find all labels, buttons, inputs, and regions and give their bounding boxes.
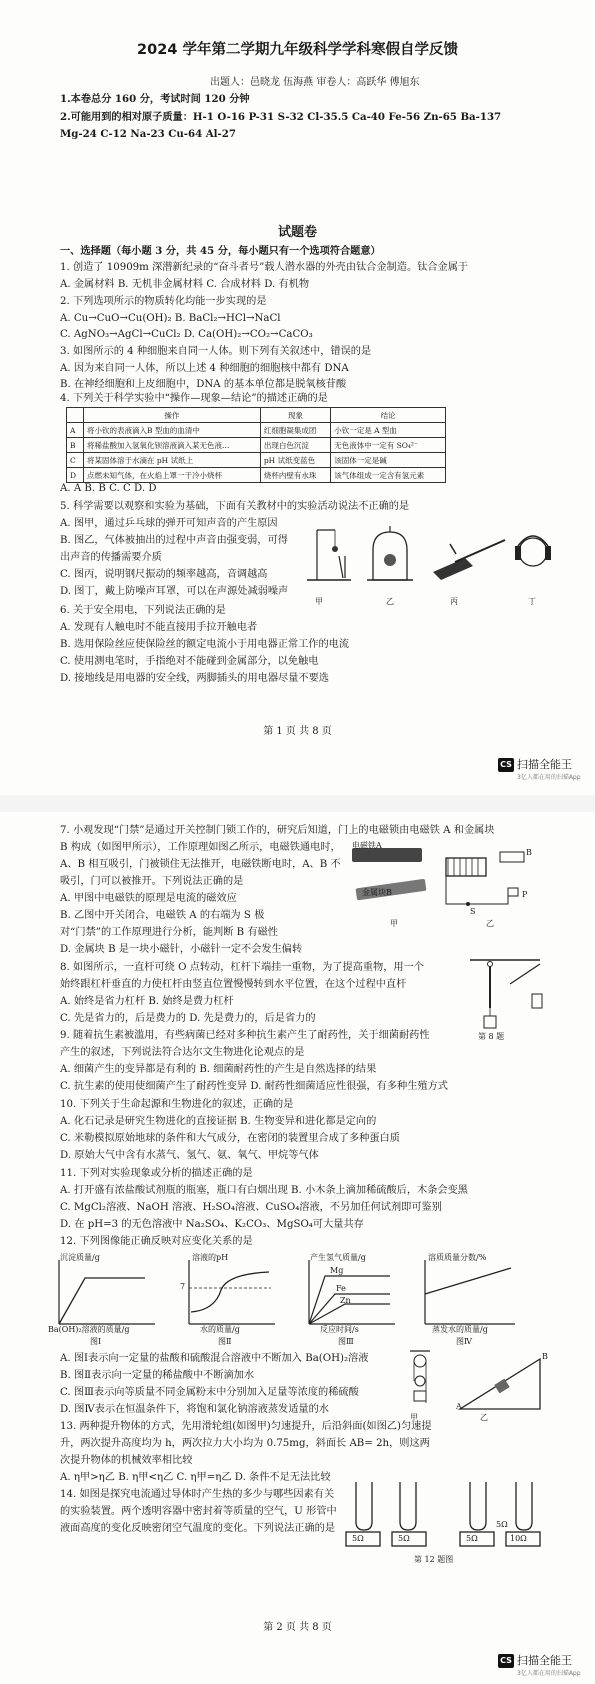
q13-stem: 13. 两种提升物体的方式，先用滑轮组(如图甲)匀速提升，后沿斜面(如图乙)匀速提 bbox=[60, 1421, 432, 1432]
page-2-footer: 第 2 页 共 8 页 bbox=[263, 1622, 332, 1633]
fig7-label-block-b: B bbox=[526, 848, 532, 857]
part-1-heading: 一、选择题（每小题 3 分，共 45 分，每小题只有一个选项符合题意） bbox=[60, 245, 381, 257]
table-cell: D bbox=[67, 468, 84, 483]
fig5-label-yi: 乙 bbox=[386, 597, 394, 606]
q6-option-d: D. 接地线是用电器的安全线，两脚插头的用电器尽量不要选 bbox=[60, 673, 329, 684]
authors-line: 出题人：邑晓龙 伍海燕 审卷人：高跃华 傅旭东 bbox=[210, 77, 420, 88]
table-row bbox=[67, 438, 446, 453]
q10-options-ab: A. 化石记录是研究生物进化的直接证据 B. 生物变异和进化都是定向的 bbox=[60, 1116, 377, 1127]
scanner-brand: 扫描全能王 bbox=[517, 1654, 572, 1667]
q3-option-b: B. 在神经细胞和上皮细胞中，DNA 的基本单位都是脱氧核苷酸 bbox=[60, 379, 347, 390]
q6-option-a: A. 发现有人触电时不能直接用手拉开触电者 bbox=[60, 622, 258, 633]
q5-option-b: B. 图乙，气体被抽出的过程中声音由强变弱，可得 bbox=[60, 535, 288, 546]
note-1: 1.本卷总分 160 分，考试时间 120 分钟 bbox=[60, 93, 250, 105]
q5-option-b-cont: 出声音的传播需要介质 bbox=[60, 552, 162, 563]
cs-logo-icon: CS bbox=[498, 758, 514, 772]
fig13-label-yi: 乙 bbox=[480, 1413, 488, 1422]
q8-options-ab: A. 始终是省力杠杆 B. 始终是费力杠杆 bbox=[60, 996, 234, 1007]
q7-option-a: A. 甲图中电磁铁的原理是电流的磁效应 bbox=[60, 893, 237, 904]
q6-stem: 6. 关于安全用电，下列说法正确的是 bbox=[60, 605, 226, 616]
fig13-label-jia: 甲 bbox=[410, 1413, 418, 1422]
scanner-watermark-1 bbox=[498, 756, 581, 781]
page-title: 2024 学年第二学期九年级科学学科寒假自学反馈 bbox=[137, 42, 458, 58]
q4-stem: 4. 下列关于科学实验中“操作—现象—结论”的描述正确的是 bbox=[60, 393, 328, 404]
q6-option-c: C. 使用测电笔时，手指绝对不能碰到金属部分，以免触电 bbox=[60, 656, 319, 667]
q7-line-2: B 构成（如图甲所示），工作原理如图乙所示，电磁铁通电时， bbox=[60, 842, 341, 853]
table-row bbox=[67, 423, 446, 438]
q11-option-c: C. MgCl₂溶液、NaOH 溶液、H₂SO₄溶液、CuSO₄溶液，不另加任何试剂即可鉴别 bbox=[60, 1202, 442, 1213]
q8-lever-figure bbox=[470, 954, 550, 1034]
q5-option-a: A. 图甲，通过乒乓球的弹开可知声音的产生原因 bbox=[60, 518, 278, 529]
fig7-label-yi: 乙 bbox=[486, 919, 494, 928]
section-title: 试题卷 bbox=[277, 225, 317, 240]
graph-4-ylabel: 溶质质量分数/% bbox=[428, 1253, 487, 1262]
table-header-phenomenon: 现象 bbox=[260, 408, 330, 423]
graph-1 bbox=[59, 1260, 155, 1324]
q8-line-2: 始终跟杠杆垂直的力使杠杆由竖直位置慢慢转到水平位置，在这个过程中直杆 bbox=[60, 979, 407, 990]
graph-1-xlabel: Ba(OH)₂溶液的质量/g bbox=[48, 1325, 130, 1334]
fig7-label-a: 电磁铁A bbox=[352, 841, 382, 850]
q2-options-ab: A. Cu→CuO→Cu(OH)₂ B. BaCl₂→HCl→NaCl bbox=[60, 313, 281, 324]
q12-option-a: A. 图Ⅰ表示向一定量的盐酸和硫酸混合溶液中不断加入 Ba(OH)₂溶液 bbox=[60, 1353, 369, 1364]
q3-stem: 3. 如图所示的 4 种细胞来自同一人体。则下列有关叙述中，错误的是 bbox=[60, 346, 372, 357]
q12-stem: 12. 下列图像能正确反映对应变化关系的是 bbox=[60, 1236, 253, 1247]
q14-line-3: 液面高度的变化反映密闭空气温度的变化。下列说法正确的是 bbox=[60, 1523, 336, 1534]
fig14-r1: 5Ω bbox=[352, 1534, 364, 1543]
table-header-row bbox=[67, 408, 446, 423]
fig13-label-a: A bbox=[456, 1402, 462, 1411]
table-cell: 烧杯内壁有水珠 bbox=[260, 468, 330, 483]
q5-option-c: C. 图丙，说明钢尺振动的频率越高，音调越高 bbox=[60, 569, 268, 580]
page-1-footer: 第 1 页 共 8 页 bbox=[263, 726, 332, 737]
q9-options-ab: A. 细菌产生的变异都是有利的 B. 细菌耐药性的产生是自然选择的结果 bbox=[60, 1064, 377, 1075]
scanner-tagline: 3亿人都在用的扫描App bbox=[517, 774, 581, 781]
fig13-label-b: B bbox=[542, 1352, 548, 1361]
graph-4 bbox=[425, 1260, 515, 1324]
table-header-operation: 操作 bbox=[84, 408, 261, 423]
page-2 bbox=[0, 812, 595, 1684]
q12-option-b: B. 图Ⅱ表示向一定量的稀盐酸中不断滴加水 bbox=[60, 1370, 255, 1381]
q13-figure bbox=[400, 1347, 550, 1417]
graph-3 bbox=[309, 1260, 395, 1324]
scanner-tagline: 3亿人都在用的扫描App bbox=[517, 1670, 581, 1677]
note-2: 2.可能用到的相对原子质量：H-1 O-16 P-31 S-32 Cl-35.5 Ca-40 Fe-56 Zn-65 Ba-137 bbox=[60, 111, 502, 123]
table-cell: 无色液体中一定有 SO₄²⁻ bbox=[331, 438, 446, 453]
q11-option-d: D. 在 pH=3 的无色溶液中 Na₂SO₄、K₂CO₃、MgSO₄可大量共存 bbox=[60, 1219, 364, 1230]
graph-2 bbox=[189, 1260, 275, 1324]
q12-option-c: C. 图Ⅲ表示向等质量不同金属粉末中分别加入足量等浓度的稀硫酸 bbox=[60, 1387, 359, 1398]
graph-3-name: 图Ⅲ bbox=[338, 1337, 354, 1346]
fig5-label-jia: 甲 bbox=[315, 597, 323, 606]
q7-option-c: 对“门禁”的工作原理进行分析，能判断 B 有磁性 bbox=[60, 927, 278, 938]
fig14-r4: 5Ω bbox=[496, 1520, 508, 1529]
table-cell: C bbox=[67, 453, 84, 468]
table-cell: 该气体组成一定含有氢元素 bbox=[331, 468, 446, 483]
table-header-conclusion: 结论 bbox=[331, 408, 446, 423]
note-3: Mg-24 C-12 Na-23 Cu-64 Al-27 bbox=[60, 128, 236, 140]
graph-4-name: 图Ⅳ bbox=[456, 1337, 472, 1346]
q14-figure bbox=[340, 1472, 560, 1552]
q9-line-2: 产生的叙述，下列说法符合达尔文生物进化论观点的是 bbox=[60, 1047, 305, 1058]
q10-option-c: C. 米勒模拟原始地球的条件和大气成分，在密闭的装置里合成了多种蛋白质 bbox=[60, 1133, 400, 1144]
fig7-label-b: 金属块B bbox=[362, 888, 392, 897]
graph-1-name: 图Ⅰ bbox=[90, 1337, 102, 1346]
scanner-watermark-2 bbox=[498, 1652, 581, 1677]
fig14-r5: 10Ω bbox=[510, 1534, 527, 1543]
q10-stem: 10. 下列关于生命起源和生物进化的叙述，正确的是 bbox=[60, 1099, 294, 1110]
q1-options: A. 金属材料 B. 无机非金属材料 C. 合成材料 D. 有机物 bbox=[60, 279, 310, 290]
graph-3-ylabel: 产生氢气质量/g bbox=[310, 1253, 366, 1262]
graph-4-xlabel: 蒸发水的质量/g bbox=[432, 1325, 488, 1334]
page-1 bbox=[0, 0, 595, 795]
q14-stem: 14. 如图是探究电流通过导体时产生热的多少与哪些因素有关 bbox=[60, 1489, 335, 1500]
graph-2-xlabel: 水的质量/g bbox=[200, 1325, 240, 1334]
graph-3-xlabel: 反应时间/s bbox=[320, 1325, 359, 1334]
q4-options: A. A B. B C. C D. D bbox=[60, 483, 157, 494]
q12-option-d: D. 图Ⅳ表示在恒温条件下，将饱和氯化钠溶液蒸发适量的水 bbox=[60, 1404, 329, 1415]
q5-figures bbox=[305, 522, 555, 590]
fig5-label-bing: 丙 bbox=[450, 597, 458, 606]
q5-option-d: D. 图丁，戴上防噪声耳罩，可以在声源处减弱噪声 bbox=[60, 586, 289, 597]
table-cell: 将稀盐酸加入氢氧化钡溶液滴入某无色液… bbox=[84, 438, 261, 453]
fig7-label-s: S bbox=[470, 907, 476, 916]
graph-3-series-mg: Mg bbox=[330, 1266, 344, 1275]
fig14-r3: 5Ω bbox=[466, 1534, 478, 1543]
q5-stem: 5. 科学需要以观察和实验为基础，下面有关教材中的实验活动说法不正确的是 bbox=[60, 501, 410, 512]
table-cell: A bbox=[67, 423, 84, 438]
q6-option-b: B. 选用保险丝应使保险丝的额定电流小于用电器正常工作的电流 bbox=[60, 639, 350, 650]
table-cell: 将小钦的表液滴入B 型血的血清中 bbox=[84, 423, 261, 438]
table-cell: 点燃未知气体，在火焰上罩一干冷小烧杯 bbox=[84, 468, 261, 483]
q1-stem: 1. 创造了 10909m 深潜新纪录的“奋斗者号”载人潜水器的外壳由钛合金制造。钛合金属于 bbox=[60, 262, 469, 273]
q10-option-d: D. 原始大气中含有水蒸气、氢气、氨、氧气、甲烷等气体 bbox=[60, 1150, 319, 1161]
q2-options-cd: C. AgNO₃→AgCl→CuCl₂ D. Ca(OH)₂→CO₂→CaCO₃ bbox=[60, 329, 313, 340]
scanner-brand: 扫描全能王 bbox=[517, 758, 572, 771]
table-cell: 小钦一定是 A 型血 bbox=[331, 423, 446, 438]
fig7-label-p: P bbox=[522, 890, 528, 899]
graph-3-series-fe: Fe bbox=[336, 1284, 346, 1293]
q13-line-3: 次提升物体的机械效率相比较 bbox=[60, 1455, 193, 1466]
fig5-label-ding: 丁 bbox=[528, 597, 536, 606]
graph-2-name: 图Ⅱ bbox=[218, 1337, 232, 1346]
q7-stem: 7. 小观发现“门禁”是通过开关控制门锁工作的，研究后知道，门上的电磁锁由电磁铁 A 和金属块 bbox=[60, 825, 495, 836]
graph-3-series-zn: Zn bbox=[340, 1296, 351, 1305]
q7-line-3: A、B 相互吸引，门被锁住无法推开，电磁铁断电时，A、B 不 bbox=[60, 859, 341, 870]
q9-stem: 9. 随着抗生素被滥用，有些病菌已经对多种抗生素产生了耐药性，关于细菌耐药性 bbox=[60, 1030, 430, 1041]
table-row bbox=[67, 453, 446, 468]
table-cell: 出现白色沉淀 bbox=[260, 438, 330, 453]
table-cell: B bbox=[67, 438, 84, 453]
q7-option-d: D. 金属块 B 是一块小磁针，小磁针一定不会发生偏转 bbox=[60, 944, 303, 955]
table-cell: 红细胞凝集成团 bbox=[260, 423, 330, 438]
fig14-caption: 第 12 题图 bbox=[414, 1555, 454, 1564]
fig8-label: 第 8 题 bbox=[478, 1032, 505, 1041]
table-cell: 将某固体溶于水滴在 pH 试纸上 bbox=[84, 453, 261, 468]
q8-options-cd: C. 先是省力的，后是费力的 D. 先是费力的，后是省力的 bbox=[60, 1013, 316, 1024]
q9-options-cd: C. 抗生素的使用使细菌产生了耐药性变异 D. 耐药性细菌适应性很强，有多种生殖方式 bbox=[60, 1081, 448, 1092]
q7-line-4: 吸引，门可以被推开。下列说法正确的是 bbox=[60, 876, 244, 887]
q13-line-2: 升，两次提升高度均为 h，两次拉力大小均为 0.75mg，斜面长 AB= 2h，则这两 bbox=[60, 1438, 430, 1449]
table-row bbox=[67, 468, 446, 483]
cs-logo-icon: CS bbox=[498, 1654, 514, 1668]
fig14-r2: 5Ω bbox=[398, 1534, 410, 1543]
q11-stem: 11. 下列对实验现象或分析的描述正确的是 bbox=[60, 1168, 253, 1179]
table-cell: 该固体一定是碱 bbox=[331, 453, 446, 468]
q14-line-2: 的实验装置。两个透明容器中密封着等质量的空气，U 形管中 bbox=[60, 1506, 337, 1517]
q7-option-b: B. 乙图中开关闭合，电磁铁 A 的右端为 S 极 bbox=[60, 910, 265, 921]
q4-table bbox=[66, 407, 446, 483]
fig7-label-jia: 甲 bbox=[390, 919, 398, 928]
q8-stem: 8. 如图所示，一直杆可绕 O 点转动，杠杆下端挂一重物，为了提高重物，用一个 bbox=[60, 962, 424, 973]
q3-option-a: A. 因为来自同一人体，所以上述 4 种细胞的细胞核中都有 DNA bbox=[60, 363, 349, 374]
graph-2-mark: 7 bbox=[180, 1282, 186, 1291]
q11-options-ab: A. 打开盛有浓盐酸试剂瓶的瓶塞，瓶口有白烟出现 B. 小木条上滴加稀硫酸后，木条会变黑 bbox=[60, 1185, 468, 1196]
graph-1-ylabel: 沉淀质量/g bbox=[60, 1253, 100, 1262]
table-cell: pH 试纸变蓝色 bbox=[260, 453, 330, 468]
q13-options: A. η甲>η乙 B. η甲<η乙 C. η甲=η乙 D. 条件不足无法比较 bbox=[60, 1472, 331, 1483]
q2-stem: 2. 下列选项所示的物质转化均能一步实现的是 bbox=[60, 296, 267, 307]
graph-2-ylabel: 溶液的pH bbox=[192, 1253, 229, 1262]
